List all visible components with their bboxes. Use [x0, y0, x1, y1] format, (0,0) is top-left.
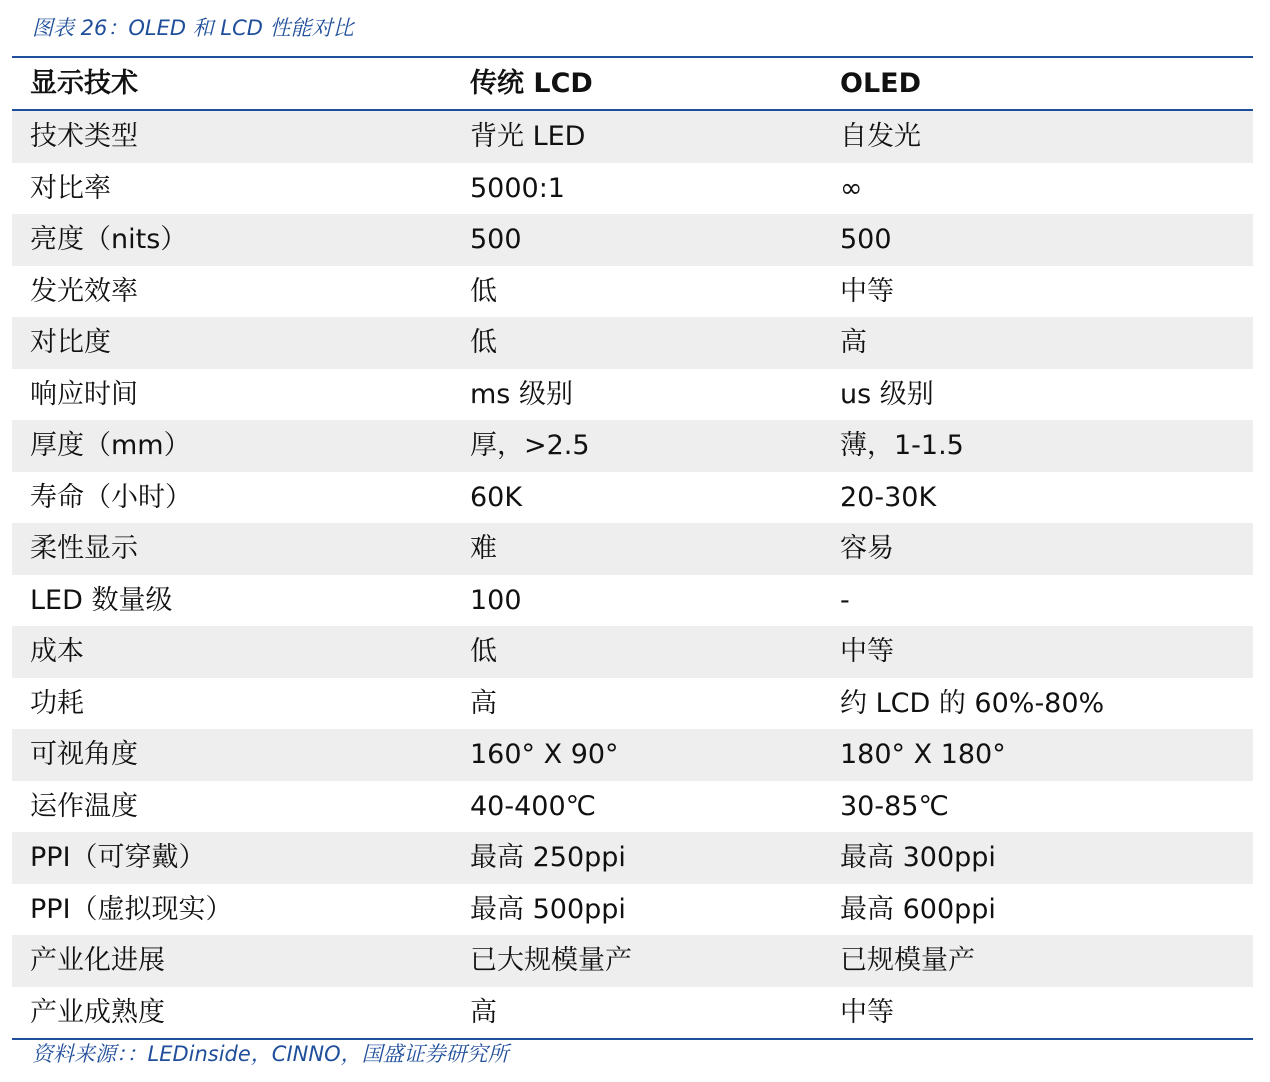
table-row [12, 317, 1253, 369]
lcd-value: 低 [470, 327, 497, 359]
oled-value: 中等 [840, 275, 894, 307]
source-note: 资料来源：：LEDinside，CINNO，国盛证券研究所 [32, 1042, 509, 1066]
figure-caption: 图表 26：OLED 和 LCD 性能对比 [32, 16, 354, 40]
row-label: 寿命（小时） [30, 481, 192, 513]
table-row [12, 884, 1253, 936]
table-header [12, 58, 1253, 111]
row-label: 产业成熟度 [30, 996, 165, 1028]
oled-value: 容易 [840, 533, 894, 565]
oled-value: 自发光 [840, 121, 921, 153]
table-row [12, 678, 1253, 730]
lcd-value: 厚，>2.5 [470, 430, 590, 462]
row-label: 可视角度 [30, 739, 138, 771]
oled-value: 500 [840, 224, 892, 256]
table-row [12, 163, 1253, 215]
oled-value: us 级别 [840, 378, 934, 410]
lcd-value: 160° X 90° [470, 739, 619, 771]
table-row [12, 369, 1253, 421]
table-row [12, 111, 1253, 163]
lcd-value: 高 [470, 687, 497, 719]
header-lcd: 传统 LCD [470, 68, 593, 99]
header-display-tech: 显示技术 [30, 68, 138, 99]
row-label: PPI（可穿戴） [30, 842, 206, 874]
oled-value: 高 [840, 327, 867, 359]
table-row [12, 214, 1253, 266]
lcd-value: ms 级别 [470, 378, 573, 410]
row-label: 功耗 [30, 687, 84, 719]
table-row [12, 626, 1253, 678]
table-row [12, 575, 1253, 627]
lcd-value: 最高 250ppi [470, 842, 626, 874]
row-label: 运作温度 [30, 790, 138, 822]
row-label: 技术类型 [30, 121, 138, 153]
lcd-value: 5000:1 [470, 172, 565, 204]
oled-value: 30-85℃ [840, 790, 949, 822]
row-label: 厚度（mm） [30, 430, 191, 462]
row-label: 亮度（nits） [30, 224, 188, 256]
table-row [12, 987, 1253, 1039]
lcd-value: 难 [470, 533, 497, 565]
lcd-value: 背光 LED [470, 121, 586, 153]
oled-value: ∞ [840, 172, 863, 204]
table-row [12, 781, 1253, 833]
table-row [12, 935, 1253, 987]
header-oled: OLED [840, 68, 922, 99]
table-row [12, 420, 1253, 472]
row-label: 柔性显示 [30, 533, 138, 565]
oled-value: 已规模量产 [840, 945, 975, 977]
lcd-value: 低 [470, 275, 497, 307]
row-label: PPI（虚拟现实） [30, 893, 233, 925]
lcd-value: 高 [470, 996, 497, 1028]
lcd-value: 已大规模量产 [470, 945, 632, 977]
table-row [12, 523, 1253, 575]
oled-value: 约 LCD 的 60%-80% [840, 687, 1105, 719]
row-label: 产业化进展 [30, 945, 165, 977]
oled-value: 中等 [840, 636, 894, 668]
oled-value: 20-30K [840, 481, 937, 513]
row-label: 响应时间 [30, 378, 138, 410]
oled-value: - [840, 584, 850, 616]
table-row [12, 729, 1253, 781]
row-label: 对比率 [30, 172, 111, 204]
lcd-value: 40-400℃ [470, 790, 596, 822]
lcd-value: 500 [470, 224, 522, 256]
oled-value: 中等 [840, 996, 894, 1028]
row-label: 对比度 [30, 327, 111, 359]
row-label: LED 数量级 [30, 584, 173, 616]
oled-value: 180° X 180° [840, 739, 1006, 771]
row-label: 成本 [30, 636, 84, 668]
oled-value: 最高 300ppi [840, 842, 996, 874]
comparison-table [12, 56, 1253, 1040]
row-label: 发光效率 [30, 275, 138, 307]
oled-value: 薄，1-1.5 [840, 430, 964, 462]
lcd-value: 最高 500ppi [470, 893, 626, 925]
lcd-value: 60K [470, 481, 523, 513]
table-body [12, 111, 1253, 1038]
table-row [12, 266, 1253, 318]
lcd-value: 100 [470, 584, 522, 616]
table-row [12, 472, 1253, 524]
table-row [12, 832, 1253, 884]
oled-value: 最高 600ppi [840, 893, 996, 925]
lcd-value: 低 [470, 636, 497, 668]
